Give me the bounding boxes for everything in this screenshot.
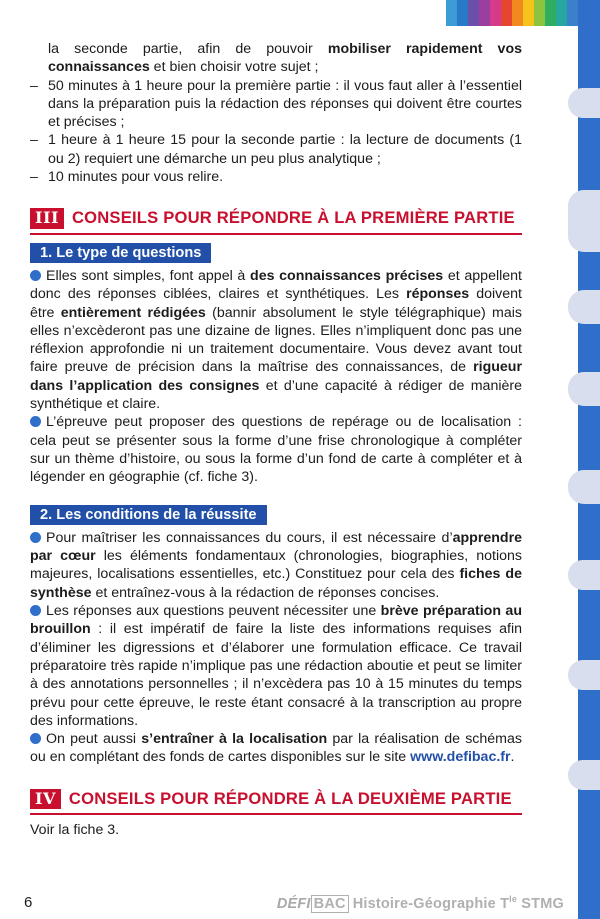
side-tab bbox=[568, 560, 600, 590]
bullet-icon bbox=[30, 733, 41, 744]
bold-run: des connaissances précises bbox=[250, 267, 444, 284]
color-strip-segment bbox=[534, 0, 545, 26]
text-run: L’épreuve peut proposer des questions de repérage ou de localisation : cela peut se présenter sous la forme d’une frise chronologique à compléter sur un thème d’histoire, ou sous la forme d’un fond de carte à compléter et à légender en géographie (cf. fiche 3). bbox=[30, 414, 522, 486]
bold-run: brève préparation au brouillon bbox=[30, 603, 522, 638]
list-item-text: 1 heure à 1 heure 15 pour la seconde partie : la lecture de documents (1 ou 2) requiert une démarche un peu plus analytique ; bbox=[48, 132, 522, 167]
color-strip-segment bbox=[490, 0, 501, 26]
brand-series: STMG bbox=[517, 895, 564, 912]
top-color-strip bbox=[446, 0, 578, 26]
text-run: Les réponses aux questions peuvent nécessiter une bbox=[46, 603, 381, 620]
color-strip-segment bbox=[512, 0, 523, 26]
text-run: par la réalisation de schémas ou en complétant des fonds de cartes disponibles sur le site bbox=[30, 731, 522, 766]
list-item bbox=[30, 77, 522, 132]
brand-level: le bbox=[509, 894, 518, 904]
text-run: . bbox=[510, 749, 515, 766]
list-item bbox=[30, 131, 522, 168]
brand-line bbox=[277, 894, 564, 912]
paragraph bbox=[30, 529, 522, 602]
list-item-text: 10 minutes pour vous relire. bbox=[48, 169, 224, 186]
side-tab bbox=[568, 372, 600, 406]
list-item-text: 50 minutes à 1 heure pour la première partie : il vous faut aller à l’essentiel dans la préparation puis la rédaction des réponses qui doivent être courtes et précises ; bbox=[48, 77, 522, 131]
color-strip-segment bbox=[501, 0, 512, 26]
subheading-wrap bbox=[30, 505, 522, 529]
text-run: : il est impératif de faire la liste des informations requises afin d’éliminer les digressions et d’élaborer une formulation efficace. Ce travail préparatoire très rapide n’implique pas une rédaction aboutie et peut se limiter à des annotations personnelles ; il n’excèdera pas 10 à 15 minutes du temps prévu pour cette épreuve, le reste étant consacré à la transcription au propre des informations. bbox=[30, 621, 522, 729]
subheading-wrap bbox=[30, 243, 522, 267]
list-item bbox=[30, 168, 522, 186]
color-strip-segment bbox=[567, 0, 578, 26]
bold-run: réponses bbox=[406, 286, 470, 303]
paragraph: Voir la fiche 3. bbox=[30, 821, 120, 838]
color-strip-segment bbox=[556, 0, 567, 26]
text-run: Elles sont simples, font appel à bbox=[46, 267, 251, 284]
text-run: On peut aussi bbox=[46, 731, 142, 748]
dash-marker: – bbox=[30, 169, 38, 186]
bold-run: fiches de synthèse bbox=[30, 566, 522, 601]
subheading-type-questions: 1. Le type de questions bbox=[30, 243, 211, 263]
brand-bac: BAC bbox=[311, 895, 349, 913]
section-title: CONSEILS POUR RÉPONDRE À LA PREMIÈRE PARTIE bbox=[71, 208, 515, 228]
dash-marker: – bbox=[30, 77, 38, 94]
side-tab bbox=[568, 470, 600, 504]
side-tab bbox=[568, 290, 600, 324]
brand-defi: DÉFI bbox=[276, 895, 311, 912]
subheading-conditions: 2. Les conditions de la réussite bbox=[30, 505, 267, 525]
text-run: doivent être bbox=[30, 286, 522, 321]
page-footer bbox=[0, 892, 600, 916]
page-content bbox=[30, 40, 522, 839]
text-run: Pour maîtriser les connaissances du cours, il est nécessaire d’ bbox=[46, 529, 453, 546]
text-run: les éléments fondamentaux (chronologies, biographies, notions majeures, localisations essentielles, etc.) Constituez pour cela des bbox=[30, 548, 522, 583]
paragraph bbox=[30, 602, 522, 730]
bold-run: apprendre par cœur bbox=[30, 529, 522, 565]
bold-run: s’entraîner à la localisation bbox=[141, 731, 328, 748]
side-tab bbox=[568, 760, 600, 790]
page-number: 6 bbox=[24, 894, 33, 911]
color-strip-segment bbox=[545, 0, 556, 26]
list-item bbox=[30, 40, 522, 77]
side-tab bbox=[568, 88, 600, 118]
bullet-icon bbox=[30, 532, 41, 543]
text-run: la seconde partie, afin de pouvoir bbox=[48, 41, 328, 57]
side-tab bbox=[568, 660, 600, 690]
bullet-icon bbox=[30, 416, 41, 427]
color-strip-segment bbox=[457, 0, 468, 26]
bold-run: mobiliser rapidement vos connaissances bbox=[48, 41, 522, 76]
text-run: (bannir absolument le style télégraphique) mais elles n’excèderont pas une dizaine de lignes. Elles n’impliquent donc pas une réflexion approfondie ni un traitement documentaire. Vous devez avant tout faire preuve de précision dans la maîtrise des connaissances, de bbox=[30, 304, 522, 376]
paragraph bbox=[30, 730, 522, 767]
section-numeral: IV bbox=[30, 789, 61, 809]
color-strip-segment bbox=[468, 0, 479, 26]
bold-run: rigueur dans l’application des consignes bbox=[30, 359, 522, 394]
text-run: et entraînez-vous à la rédaction de réponses concises. bbox=[91, 584, 440, 601]
bullet-icon bbox=[30, 270, 41, 281]
bullet-icon bbox=[30, 605, 41, 616]
bold-run: entièrement rédigées bbox=[60, 304, 206, 321]
brand-subject: Histoire-Géographie T bbox=[352, 895, 510, 912]
text-run: et d’une capacité à rédiger de manière synthétique et claire. bbox=[30, 377, 522, 413]
color-strip-segment bbox=[479, 0, 490, 26]
section-heading-3 bbox=[30, 208, 522, 234]
dash-marker: – bbox=[30, 132, 38, 149]
paragraph bbox=[30, 267, 522, 413]
time-allocation-list bbox=[30, 40, 522, 186]
section-title: CONSEILS POUR RÉPONDRE À LA DEUXIÈME PARTIE bbox=[68, 788, 512, 808]
text-run: et bien choisir votre sujet ; bbox=[149, 59, 319, 76]
paragraph bbox=[30, 413, 522, 486]
defibac-link[interactable]: www.defibac.fr bbox=[410, 749, 511, 766]
side-tab bbox=[568, 190, 600, 252]
color-strip-segment bbox=[446, 0, 457, 26]
section-numeral: III bbox=[30, 208, 64, 228]
color-strip-segment bbox=[523, 0, 534, 26]
text-run: et appellent donc des réponses ciblées, claires et synthétiques. Les bbox=[30, 267, 522, 303]
section-heading-4 bbox=[30, 789, 522, 815]
